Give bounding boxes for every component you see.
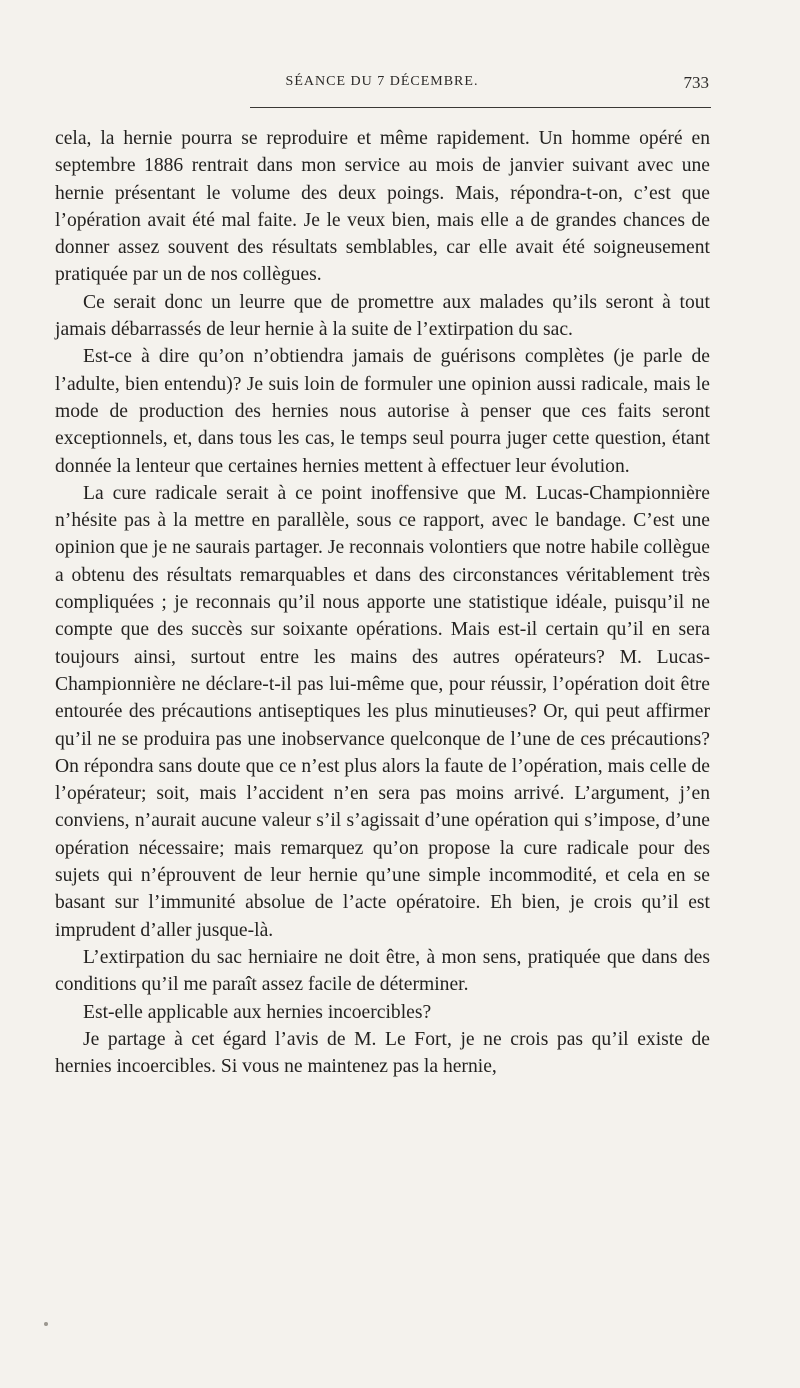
header-rule [250,107,711,108]
page-number: 733 [683,73,709,92]
paragraph: cela, la hernie pourra se reproduire et même rapidement. Un homme opéré en septembre 1886 rentrait dans mon service au mois de janvier suivant avec une hernie présentant le volume des deux poings. Mais, répondra-t-on, c’est que l’opération avait été mal faite. Je le veux bien, mais elle a de grandes chances de donner assez souvent des résultats semblables, car elle avait été soigneusement pratiquée par un de nos collègues. [55,128,710,286]
paragraph: Ce serait donc un leurre que de promettre aux malades qu’ils seront à tout jamais débarrassés de leur hernie à la suite de l’extirpation du sac. [55,291,710,341]
paragraph: Est-ce à dire qu’on n’obtiendra jamais de guérisons complètes (je parle de l’adulte, bien entendu)? Je suis loin de formuler une opinion aussi radicale, mais le mode de production des hernies nous autorise à penser que ces faits seront exceptionnels, et, dans tous les cas, le temps seul pourra juger cette question, étant donnée la lenteur que certaines hernies mettent à effectuer leur évolution. [55,346,710,477]
running-head [55,74,709,96]
paragraph: L’extirpation du sac herniaire ne doit être, à mon sens, pratiquée que dans des conditions qu’il me paraît assez facile de déterminer. [55,946,710,996]
body-text [55,125,710,1080]
paper-speck [44,1322,48,1326]
paragraph: Je partage à cet égard l’avis de M. Le Fort, je ne crois pas qu’il existe de hernies incoercibles. Si vous ne maintenez pas la hernie, [55,1028,710,1078]
paragraph: La cure radicale serait à ce point inoffensive que M. Lucas-Championnière n’hésite pas à la mettre en parallèle, sous ce rapport, avec le bandage. C’est une opinion que je ne saurais partager. Je reconnais volontiers que notre habile collègue a obtenu des résultats remarquables et dans des circonstances véritablement très compliquées ; je reconnais qu’il nous apporte une statistique idéale, puisqu’il ne compte que des succès sur soixante opérations. Mais est-il certain qu’il en sera toujours ainsi, surtout entre les mains des autres opérateurs? M. Lucas-Championnière ne déclare-t-il pas lui-même que, pour réussir, l’opération doit être entourée des précautions antiseptiques les plus minutieuses? Or, qui peut affirmer qu’il ne se produira pas une inobservance quelconque de l’une de ces précautions? On répondra sans doute que ce n’est plus alors la faute de l’opération, mais celle de l’opérateur; soit, mais l’accident n’en sera pas moins arrivé. L’argument, j’en conviens, n’aurait aucune valeur s’il s’agissait d’une opération qui s’impose, d’une opération nécessaire; mais remarquez qu’on propose la cure radicale pour des sujets qui n’éprouvent de leur hernie qu’une simple incommodité, et cela en se basant sur l’immunité absolue de l’acte opératoire. Eh bien, je crois qu’il est imprudent d’aller jusque-là. [55,482,710,941]
running-title: SÉANCE DU 7 DÉCEMBRE. [285,74,479,89]
paragraph: Est-elle applicable aux hernies incoercibles? [83,1001,432,1023]
